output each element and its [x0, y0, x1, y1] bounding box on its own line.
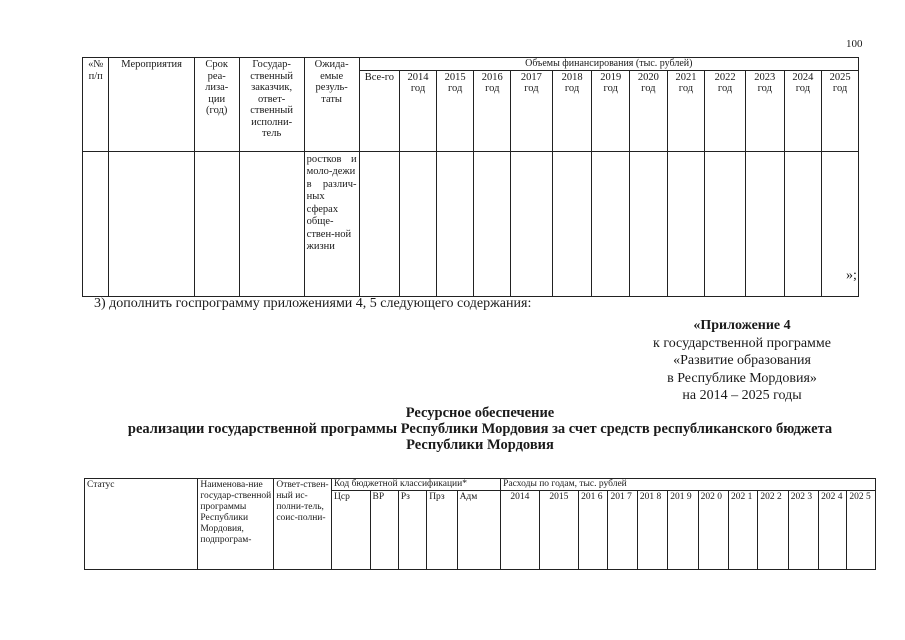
cell — [436, 151, 474, 296]
year-header: 201 6 — [579, 491, 608, 570]
cell — [745, 151, 784, 296]
year-header: 2022 год — [705, 70, 746, 151]
year-header: 2025 год — [822, 70, 859, 151]
cell — [784, 151, 822, 296]
year-header: 202 4 — [819, 491, 847, 570]
header-responsible-text: Ответ-ствен-ный ис-полни-тель, соис-полни- — [276, 480, 329, 523]
year-header: 202 5 — [847, 491, 876, 570]
header-name — [198, 479, 274, 570]
year-header: 2015 год — [436, 70, 474, 151]
cell — [83, 151, 109, 296]
code-col-header: Рз — [398, 491, 426, 570]
year-header: 202 3 — [788, 491, 818, 570]
header-responsible — [274, 479, 332, 570]
year-header: 202 0 — [698, 491, 728, 570]
year-header: 201 9 — [668, 491, 698, 570]
code-col-header: Прз — [427, 491, 457, 570]
appendix-header — [602, 317, 882, 405]
year-header: 2018 год — [552, 70, 592, 151]
year-header: 2016 год — [474, 70, 511, 151]
table-row — [83, 151, 859, 296]
code-col-header: Цср — [332, 491, 370, 570]
year-header: 2017 год — [511, 70, 553, 151]
year-header: 2020 год — [630, 70, 668, 151]
cell — [400, 151, 437, 296]
cell — [592, 151, 630, 296]
title-line: Республики Мордовия — [406, 437, 554, 453]
resource-table — [84, 478, 876, 570]
appendix-line: к государственной программе — [653, 335, 831, 351]
header-num: «№ п/п — [83, 58, 109, 152]
cell — [705, 151, 746, 296]
header-measures: Мероприятия — [109, 58, 194, 152]
code-col-header: Адм — [457, 491, 501, 570]
header-term: Срок реа-лиза-ции (год) — [194, 58, 239, 152]
header-financing: Объемы финансирования (тыс. рублей) — [359, 58, 858, 71]
closing-quote: »; — [846, 268, 857, 283]
appendix-line: в Республике Мордовия» — [667, 370, 817, 386]
appendix-line: на 2014 – 2025 годы — [682, 388, 802, 403]
header-budget-code: Код бюджетной классификации* — [332, 479, 501, 491]
year-header: 2021 год — [667, 70, 705, 151]
year-header: 2014 — [501, 491, 539, 570]
header-expected: Ожида-емые резуль-таты — [304, 58, 359, 152]
year-header: 2024 год — [784, 70, 822, 151]
header-customer: Государ-ственный заказчик, ответ-ственный исполни-тель — [239, 58, 304, 152]
header-expenses: Расходы по годам, тыс. рублей — [501, 479, 876, 491]
page-number: 100 — [846, 38, 863, 50]
cell — [630, 151, 668, 296]
year-header: 201 8 — [637, 491, 667, 570]
cell — [511, 151, 553, 296]
year-header: 201 7 — [608, 491, 637, 570]
cell — [667, 151, 705, 296]
cell — [359, 151, 400, 296]
cell — [109, 151, 194, 296]
year-header: 2014 год — [400, 70, 437, 151]
header-status: Статус — [85, 479, 198, 570]
cell — [194, 151, 239, 296]
appendix-title: «Приложение 4 — [693, 318, 791, 333]
code-col-header: ВР — [370, 491, 398, 570]
year-header: 2019 год — [592, 70, 630, 151]
title-line: Ресурсное обеспечение — [405, 405, 555, 421]
amendment-item-3: 3) дополнить госпрограмму приложениями 4, 5 следующего содержания: — [94, 296, 532, 311]
expected-results-cell: ростков и моло-дежи в различ-ных сферах обще-ствен-ной жизни — [304, 151, 359, 296]
cell — [239, 151, 304, 296]
header-name-text: Наименова-ние государ-ственной программы Республики Мордовия, подпрограм- — [200, 480, 272, 545]
title-line: реализации государственной программы Республики Мордовия за счет средств республиканского бюджета — [127, 421, 833, 437]
cell — [474, 151, 511, 296]
year-header: Все-го — [359, 70, 400, 151]
document-title — [60, 405, 900, 453]
year-header: 2015 — [539, 491, 578, 570]
year-header: 2023 год — [745, 70, 784, 151]
cell — [552, 151, 592, 296]
year-header: 202 1 — [728, 491, 757, 570]
financing-table — [82, 57, 859, 297]
appendix-line: «Развитие образования — [673, 353, 811, 368]
year-header: 202 2 — [758, 491, 788, 570]
